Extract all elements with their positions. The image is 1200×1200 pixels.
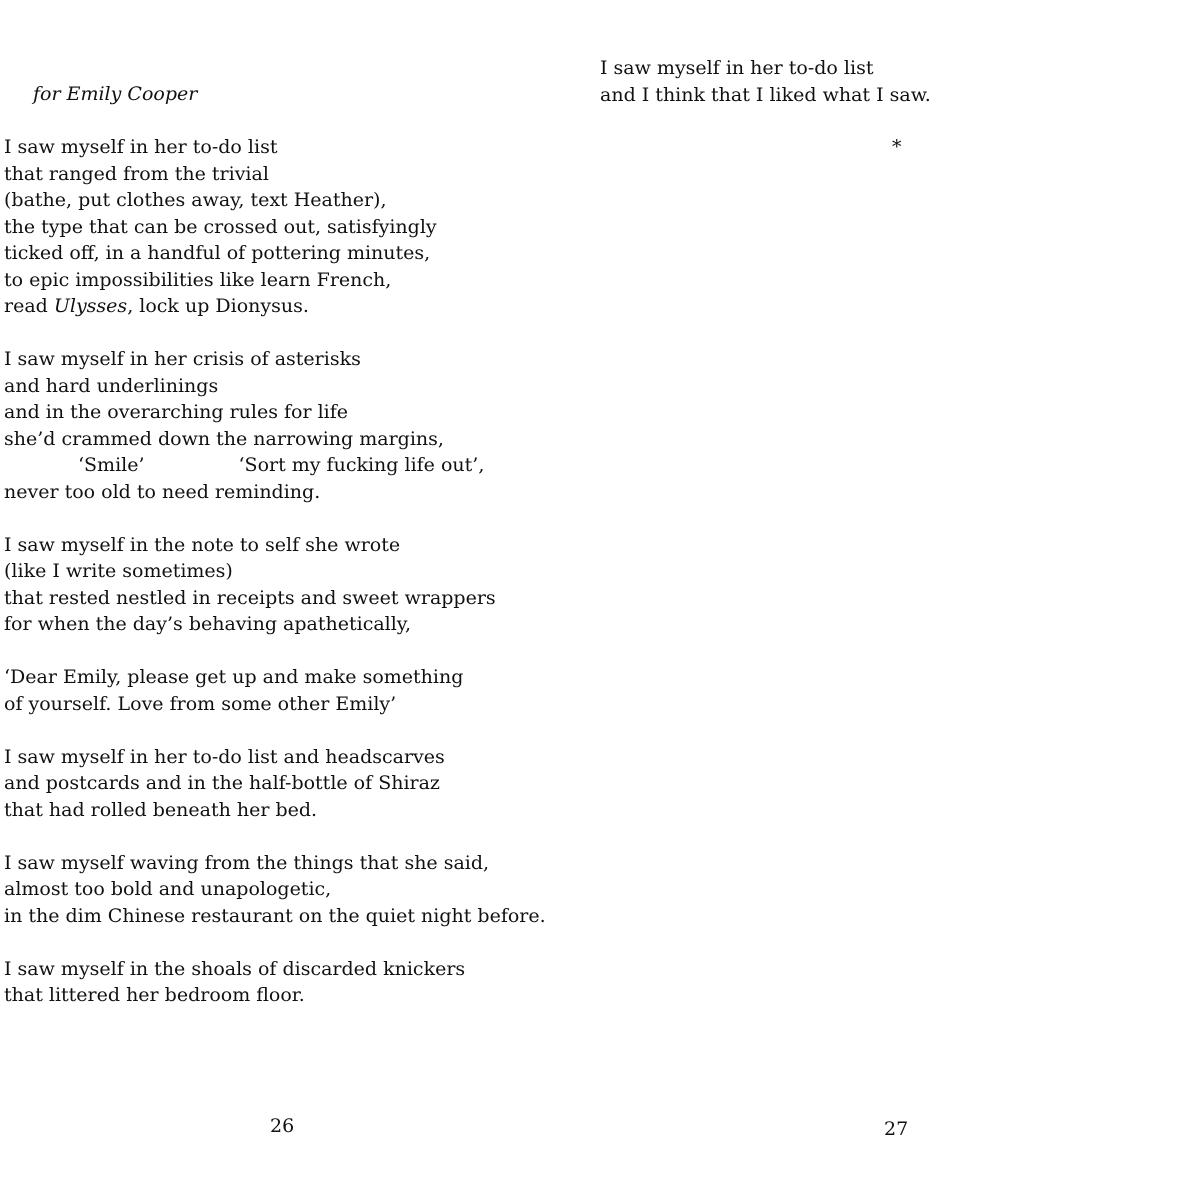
quote-smile: ‘Smile’ (78, 454, 145, 476)
dedication: for Emily Cooper (33, 83, 198, 105)
line-text-before: read (4, 295, 54, 317)
poem-line: and in the overarching rules for life (4, 401, 349, 423)
poem-line: that littered her bedroom floor. (4, 984, 305, 1006)
poem-line: that had rolled beneath her bed. (4, 798, 318, 821)
poem-line: almost too bold and unapologetic, (4, 878, 332, 900)
stanza-7 (4, 956, 594, 1009)
poem-line: I saw myself in her crisis of asterisks (4, 348, 361, 370)
poem-line: I saw myself in the shoals of discarded knickers (4, 957, 466, 980)
poem-line: in the dim Chinese restaurant on the quiet night before. (4, 904, 546, 927)
poem-line: ‘Dear Emily, please get up and make something (4, 666, 464, 688)
poem-line: I saw myself in her to-do list (4, 136, 278, 158)
poem-line: I saw myself waving from the things that she said, (4, 851, 490, 874)
page-number-left: 26 (270, 1115, 295, 1137)
line-text-after: , lock up Dionysus. (127, 295, 309, 317)
poem-line: I saw myself in the note to self she wrote (4, 533, 401, 556)
poem-line: the type that can be crossed out, satisfyingly (4, 215, 437, 238)
poem-line: that rested nestled in receipts and sweet wrappers (4, 586, 496, 609)
stanza-3 (4, 532, 594, 638)
poem-line: ticked off, in a handful of pottering minutes, (4, 242, 431, 264)
section-break-asterisk: * (892, 136, 902, 158)
poem-line: and I think that I liked what I saw. (600, 84, 931, 106)
poem-line: to epic impossibilities like learn French, (4, 268, 392, 291)
stanza-1 (4, 134, 594, 320)
stanza-6 (4, 850, 594, 930)
page-number-right: 27 (884, 1118, 909, 1140)
right-page (600, 0, 1200, 1200)
stanza-4 (4, 664, 594, 717)
poem-line: she’d crammed down the narrowing margins, (4, 427, 444, 450)
quote-sort-life: ‘Sort my fucking life out’, (238, 454, 485, 476)
poem-line: of yourself. Love from some other Emily’ (4, 692, 397, 715)
stanza-2 (4, 346, 594, 505)
stanza-5 (4, 744, 594, 824)
poem-line: and hard underlinings (4, 374, 219, 397)
poem-line: and postcards and in the half-bottle of Shiraz (4, 772, 440, 794)
closing-stanza (600, 55, 931, 109)
poem-line: I saw myself in her to-do list (600, 57, 874, 79)
poem-line-with-title (4, 293, 594, 320)
poem-line: I saw myself in her to-do list and headscarves (4, 745, 445, 768)
poem-line: for when the day’s behaving apathetically, (4, 613, 412, 635)
poem-line: (bathe, put clothes away, text Heather), (4, 189, 387, 211)
poem-line: that ranged from the trivial (4, 162, 269, 185)
poem-line: never too old to need reminding. (4, 480, 321, 503)
poem-line: (like I write sometimes) (4, 560, 233, 582)
spaced-quote-line (4, 452, 594, 479)
book-title-italic: Ulysses (53, 295, 128, 317)
poem-body (4, 134, 594, 1035)
